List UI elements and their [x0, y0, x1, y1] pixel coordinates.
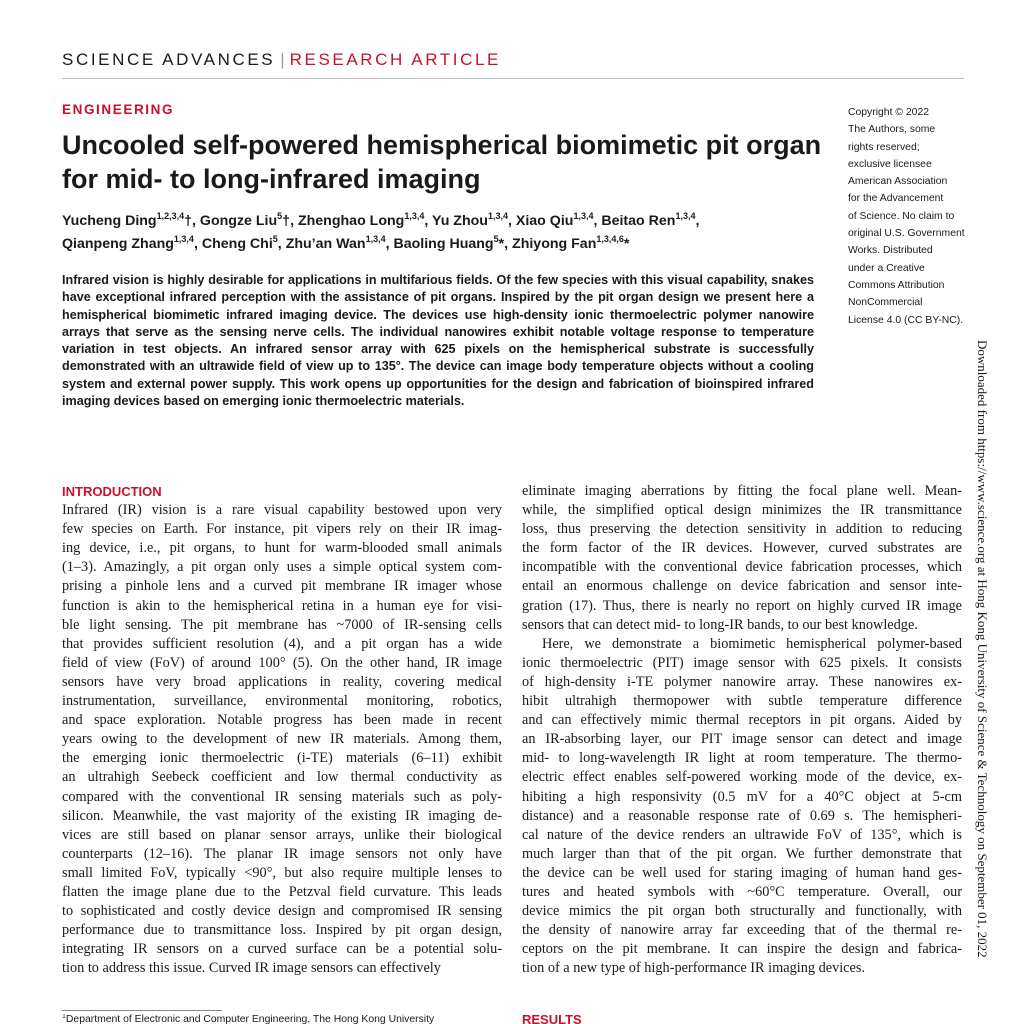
author-affiliation: 1,3,4,6 — [596, 234, 624, 244]
body-text-line: silicon. Meanwhile, the vast majority of the existing IR imaging de- — [62, 807, 502, 824]
author-separator: , — [424, 213, 433, 229]
section-heading-results: RESULTS — [522, 1012, 582, 1024]
download-note: Downloaded from https://www.science.org at Hong Kong University of Science & Technology on September 01, 2022 — [975, 340, 990, 958]
journal-name: SCIENCE ADVANCES — [62, 50, 276, 69]
body-text-line: much larger than that of the pit organ. We further demonstrate that — [522, 845, 962, 862]
author-name: Qianpeng Zhang — [62, 236, 174, 252]
author-name: Xiao Qiu — [515, 213, 574, 229]
body-text-line: incompatible with the conventional device fabrication processes, which — [522, 559, 962, 576]
author-affiliation: 1,3,4 — [675, 211, 696, 221]
body-text-line: ceptors on the pit membrane. It can inspire the design and fabrica- — [522, 941, 962, 958]
author-name: Beitao Ren — [601, 213, 676, 229]
section-heading-introduction: INTRODUCTION — [62, 484, 162, 499]
copyright-line: for the Advancement — [848, 193, 944, 205]
body-text-line: the form factor of the IR devices. However, curved substrates are — [522, 540, 962, 557]
body-text-line: entail an enormous challenge on device fabrication and sensor inte- — [522, 578, 962, 595]
author — [512, 236, 629, 252]
body-text-line: years owing to the development of new IR materials. Among them, — [62, 731, 502, 748]
body-text-line: performance due to transmittance loss. Inspired by pit organ design, — [62, 922, 502, 939]
body-text-line: cal nature of the device renders an ultrawide FoV of 135°, which is — [522, 826, 962, 843]
author-affiliation: 5 — [493, 234, 499, 244]
author-name: Baoling Huang — [393, 236, 494, 252]
body-text-line: sensors that can detect mid- to long-IR bands, to our best knowledge. — [522, 616, 918, 633]
author-separator: , — [385, 236, 394, 252]
body-text-line: gration (17). Thus, there is nearly no report on highly curved IR image — [522, 597, 962, 614]
author-separator: , — [695, 213, 700, 229]
body-text-line: ble light sensing. The pit membrane has ~7000 of IR-sensing cells — [62, 616, 502, 633]
copyright-line: The Authors, some — [848, 124, 936, 136]
author-name: Zhenghao Long — [297, 213, 405, 229]
author-separator: , — [192, 213, 200, 229]
copyright-notice — [848, 104, 968, 329]
footnote-marker: 1 — [62, 1014, 66, 1020]
copyright-line: Copyright © 2022 — [848, 107, 930, 118]
topic-label: ENGINEERING — [62, 102, 175, 117]
body-text-line: hibiting a high responsivity (0.5 mV for a 40°C object at 5-cm — [522, 788, 962, 805]
author-affiliation: 1,3,4 — [173, 234, 194, 244]
article-title: Uncooled self-powered hemispherical biomimetic pit organ for mid- to long-infrared imaging — [62, 130, 822, 194]
body-text-line: Here, we demonstrate a biomimetic hemispherical polymer-based — [542, 635, 962, 652]
body-text-line: of high-density i-TE polymer nanowire array. These nanowires ex- — [522, 673, 962, 690]
body-text-line: vices are still based on planar sensor arrays, unlike their biological — [62, 826, 502, 843]
author-name: Yu Zhou — [432, 213, 488, 229]
author — [516, 213, 601, 229]
author-affiliation: 1,3,4 — [404, 211, 425, 221]
body-column-left — [62, 482, 502, 978]
body-text-line: integrating IR sensors on a curved surface can be a potential solu- — [62, 941, 502, 958]
body-text-line: an IR-absorbing layer, our PIT image sensor can detect and image — [522, 731, 962, 748]
author-separator: , — [508, 213, 516, 229]
body-text-line: the density of nanowire array far exceeding that of the thermal re- — [522, 922, 962, 939]
author-name: Zhiyong Fan — [512, 236, 597, 252]
body-text-line: small limited FoV, typically <90°, but also require multiple lenses to — [62, 864, 502, 881]
author-name: Yucheng Ding — [62, 213, 157, 229]
body-text-line: field of view (FoV) of around 100° (5). On the other hand, IR image — [62, 654, 502, 671]
body-text-line: tion of a new type of high-performance IR imaging devices. — [522, 960, 866, 977]
header-separator: | — [280, 50, 285, 69]
body-text-line: eliminate imaging aberrations by fitting the focal plane well. Mean- — [522, 483, 962, 499]
footnote-rule — [62, 1010, 222, 1011]
body-text-line: to sophisticated and costly device design and compromised IR sensing — [62, 903, 502, 920]
header-rule — [62, 78, 964, 79]
author-name: Gongze Liu — [199, 213, 278, 229]
body-text-line: that provides sufficient resolution (4), and a pit organ has a wide — [62, 635, 502, 652]
journal-header — [62, 50, 501, 70]
copyright-line: Works. Distributed — [848, 245, 933, 257]
body-text-line: (1–3). Amazingly, a pit organ only uses a simple optical system com- — [62, 559, 502, 576]
body-text-line: hibit ultrahigh thermopower with subtle temperature difference — [522, 693, 962, 710]
copyright-line: American Association — [848, 176, 948, 188]
body-text-line: the emerging ionic thermoelectric (i-TE) materials (6–11) exhibit — [62, 750, 502, 767]
author-list — [62, 210, 822, 256]
author-affiliation: 5 — [272, 234, 278, 244]
author-separator: , — [193, 236, 202, 252]
body-text-line: tures and heated symbols with ~60°C temperature. Overall, our — [522, 883, 962, 900]
body-text-line: prising a pinhole lens and a curved pit membrane IR imager whose — [62, 578, 502, 595]
body-text-line: sensors have very broad applications in reality, covering medical — [62, 673, 502, 690]
author-affiliation: 1,3,4 — [573, 211, 594, 221]
body-text-line: an ultrahigh Seebeck coefficient and low thermal conductivity as — [62, 769, 502, 786]
author — [200, 213, 298, 229]
author-name: Zhu’an Wan — [285, 236, 366, 252]
author-separator: , — [593, 213, 602, 229]
body-text-line: compared with the conventional IR sensing materials such as poly- — [62, 788, 502, 805]
author-affiliation: 5 — [277, 211, 283, 221]
copyright-line: License 4.0 (CC BY-NC). — [848, 314, 964, 326]
copyright-line: under a Creative — [848, 262, 925, 274]
affiliation-footnote — [62, 1014, 502, 1024]
author-affiliation: 1,2,3,4 — [156, 211, 185, 221]
body-text-line: mid- to long-wavelength IR light at room temperature. The thermo- — [522, 750, 962, 767]
body-text-line: distance) and a reasonable response rate of 0.69 s. The hemispheri- — [522, 807, 962, 824]
body-text-line: and can effectively mimic thermal receptors in pit organs. Aided by — [522, 712, 962, 729]
copyright-line: rights reserved; — [848, 141, 920, 153]
body-text-line: ing device, i.e., pit organs, to hunt for warm-blooded small animals — [62, 540, 502, 557]
body-text-line: flatten the image plane due to the Petzval field curvature. This leads — [62, 883, 502, 900]
footnote-text: Department of Electronic and Computer Engineering, The Hong Kong University — [65, 1014, 435, 1024]
body-text-line: few species on Earth. For instance, pit vipers rely on their IR imag- — [62, 521, 502, 538]
author-affiliation: 1,3,4 — [487, 211, 508, 221]
body-text-line: counterparts (12–16). The planar IR image sensors not only have — [62, 845, 502, 862]
author-name: Cheng Chi — [201, 236, 273, 252]
author — [298, 213, 432, 229]
author-mark: * — [498, 236, 505, 252]
body-text-line: device mimics the pit organ both structurally and functionally, with — [522, 903, 962, 920]
body-text-line: the device can be well used for staring imaging of human hand ges- — [522, 864, 962, 881]
body-text-line: ionic thermoelectric (PIT) image sensor with 625 pixels. It consists — [522, 654, 962, 671]
body-text-line: tion to address this issue. Curved IR image sensors can effectively — [62, 960, 441, 977]
body-text-line: Infrared (IR) vision is a rare visual capability bestowed upon very — [62, 502, 502, 519]
copyright-line: original U.S. Government — [848, 228, 965, 240]
article-type: RESEARCH ARTICLE — [289, 50, 501, 69]
copyright-line: of Science. No claim to — [848, 210, 955, 222]
body-text-line: while, the simplified optical design minimizes the IR transmittance — [522, 502, 962, 519]
author — [432, 213, 516, 229]
body-text-line: and space exploration. Notable progress has been made in recent — [62, 712, 502, 729]
copyright-line: Commons Attribution — [848, 279, 945, 291]
author-affiliation: 1,3,4 — [365, 234, 386, 244]
body-text-line: function is akin to the hemispherical retina in a human eye for visi- — [62, 597, 502, 614]
author-separator: , — [504, 236, 513, 252]
author — [62, 213, 200, 229]
author-mark: † — [184, 213, 193, 229]
body-text-line: loss, thus preserving the detection sensitivity in addition to reducing — [522, 521, 962, 538]
author — [62, 236, 202, 252]
copyright-line: NonCommercial — [848, 297, 923, 309]
author — [393, 236, 512, 252]
author — [286, 236, 394, 252]
author-mark: * — [623, 236, 630, 252]
author-separator: , — [277, 236, 286, 252]
abstract: Infrared vision is highly desirable for applications in multifarious fields. Of the few species with this visual capability, snakes have exceptional infrared perception with the assistance of pit organs. Inspired by the pit organ design we present here a hemispherical biomimetic infrared imaging device. The devices use high-density ionic thermoelectric polymer nanowire arrays that serve as the sensing nerve cells. The individual nanowires exhibit notable voltage response to temperature variation in test objects. An infrared sensor array with 625 pixels on the hemispherical substrate is successfully demonstrated with an ultrawide field of view up to 135°. The device can image body temperature objects without a cooling system and external power supply. This work opens up opportunities for the design and fabrication of bioinspired infrared imaging devices based on emerging ionic thermoelectric materials. — [62, 273, 814, 409]
body-text-line: electric effect enables self-powered working mode of the device, ex- — [522, 769, 962, 786]
author — [202, 236, 286, 252]
author-mark: † — [282, 213, 291, 229]
author — [601, 213, 699, 229]
copyright-line: exclusive licensee — [848, 158, 932, 170]
body-text-line: instrumentation, surveillance, environmental monitoring, robotics, — [62, 693, 502, 710]
author-separator: , — [290, 213, 298, 229]
body-column-right — [522, 482, 962, 978]
